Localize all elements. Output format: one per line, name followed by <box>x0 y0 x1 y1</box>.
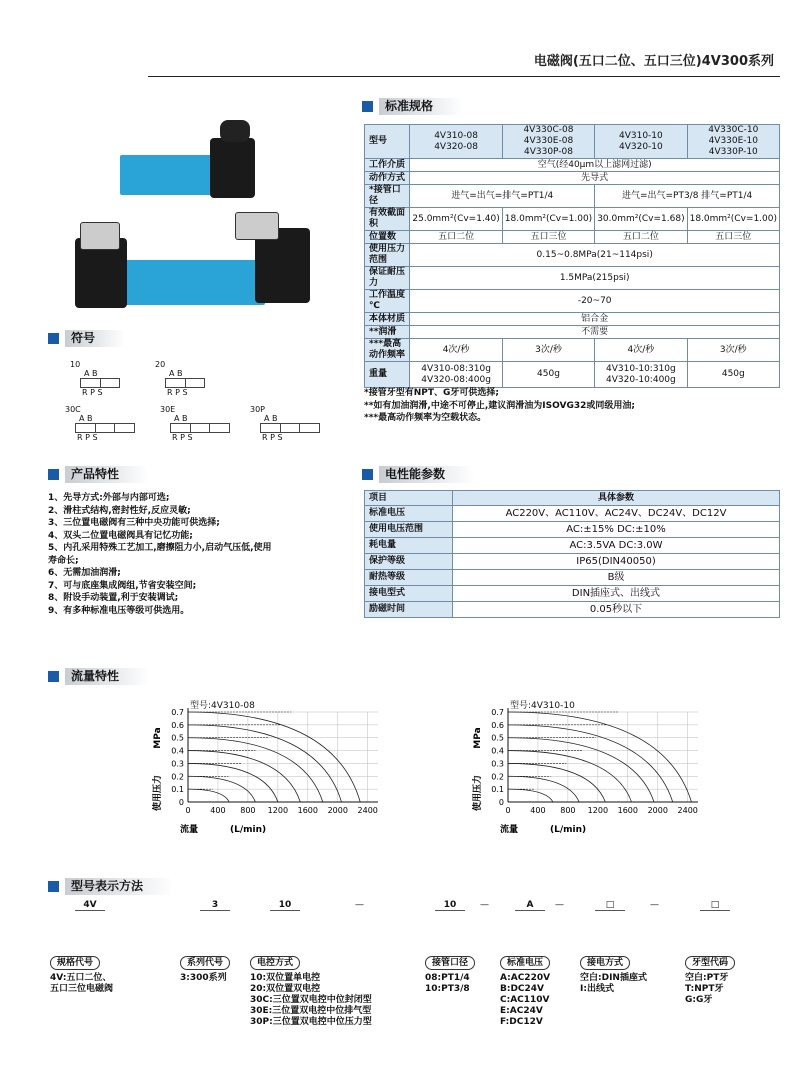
row-label: 动作方式 <box>365 172 410 185</box>
spec-table <box>364 124 780 388</box>
valve-symbol <box>70 360 120 397</box>
model-group <box>180 950 230 984</box>
model-option: 4V:五口二位、 <box>50 973 112 983</box>
y-unit: MPa <box>153 727 163 749</box>
x-tick-label: 0 <box>505 806 511 815</box>
y-tick-label: 0.3 <box>171 759 184 769</box>
table-row <box>365 208 780 231</box>
row-label: 本体材质 <box>365 313 410 326</box>
model-option: B:DC24V <box>500 984 545 994</box>
model-header: 4V310-10 4V320-10 <box>595 125 687 159</box>
row-value: AC:±15% DC:±10% <box>453 522 780 538</box>
x-tick-label: 2000 <box>327 806 348 815</box>
x-tick-label: 1600 <box>297 806 318 815</box>
model-code: A <box>515 900 545 918</box>
row-value: AC220V、AC110V、AC24V、DC24V、DC12V <box>453 506 780 522</box>
symbol-label: 10 <box>70 360 81 369</box>
flow-chart-svg <box>150 698 380 843</box>
x-tick-label: 800 <box>240 806 256 815</box>
valve-symbol <box>160 405 230 442</box>
table-row <box>365 506 780 522</box>
model-option: 空白:DIN插座式 <box>580 973 647 983</box>
x-tick-label: 2400 <box>357 806 378 815</box>
model-dash: — <box>650 900 659 910</box>
x-tick-label: 2400 <box>677 806 698 815</box>
note: ***最高动作频率为空载状态。 <box>364 413 487 423</box>
row-label: 标准电压 <box>365 506 453 522</box>
y-tick-label: 0.1 <box>491 785 504 795</box>
row-label: 使用电压范围 <box>365 522 453 538</box>
x-tick-label: 2000 <box>647 806 668 815</box>
flow-chart-10 <box>470 698 700 843</box>
section-flow: 流量特性 <box>48 668 149 685</box>
table-row <box>365 586 780 602</box>
row-value: 450g <box>687 362 779 388</box>
row-value: AC:3.5VA DC:3.0W <box>453 538 780 554</box>
model-code: 10 <box>270 900 300 918</box>
section-symbol: 符号 <box>48 330 125 347</box>
model-header: 4V330C-10 4V330E-10 4V330P-10 <box>687 125 779 159</box>
chart-title: 型号:4V310-10 <box>510 701 575 711</box>
symbol-ports-top: A B <box>79 414 93 423</box>
y-tick-label: 0.2 <box>171 772 184 782</box>
row-label: 保证耐压力 <box>365 267 410 290</box>
section-features: 产品特性 <box>48 466 149 483</box>
symbol-ports-top: A B <box>264 414 278 423</box>
model-option: A:AC220V <box>500 973 551 983</box>
feature-item: 7、可与底座集成阀组,节省安装空间; <box>48 580 197 591</box>
pressure-curve <box>188 738 323 802</box>
row-label: 工作介质 <box>365 159 410 172</box>
model-code: 3 <box>200 900 230 918</box>
feature-item: 1、先导方式:外部与内部可选; <box>48 493 170 503</box>
symbol-ports-top: A B <box>174 414 188 423</box>
x-label: 流量 <box>180 825 199 835</box>
row-value: 4次/秒 <box>595 339 687 362</box>
y-label: 使用压力 <box>153 774 163 812</box>
row-label: 保护等级 <box>365 554 453 570</box>
y-tick-label: 0.2 <box>491 772 504 782</box>
row-label: 耐热等级 <box>365 570 453 586</box>
model-code: 10 <box>435 900 465 918</box>
model-option: 空白:PT牙 <box>685 973 729 983</box>
model-option: 08:PT1/4 <box>425 973 470 983</box>
feature-item: 3、三位置电磁阀有三种中央功能可供选择; <box>48 518 220 528</box>
model-group <box>250 950 372 1028</box>
row-value: 1.5MPa(215psi) <box>410 267 780 290</box>
row-value: 进气=出气=PT3/8 排气=PT1/4 <box>595 185 780 208</box>
flow-chart-svg <box>470 698 700 843</box>
y-tick-label: 0.5 <box>171 733 184 743</box>
x-unit: (L/min) <box>230 825 267 835</box>
product-photo <box>75 110 315 320</box>
table-row <box>365 290 780 313</box>
pressure-curve <box>508 738 654 802</box>
table-row <box>365 244 780 267</box>
model-option: 10:双位置单电控 <box>250 973 321 983</box>
table-row <box>365 267 780 290</box>
electrical-table <box>364 490 780 618</box>
row-label: 位置数 <box>365 231 410 244</box>
row-value: 铝合金 <box>410 313 780 326</box>
header-param: 具体参数 <box>453 491 780 506</box>
table-row <box>365 538 780 554</box>
spec-notes <box>364 387 635 425</box>
row-value: B级 <box>453 570 780 586</box>
symbol-ports-top: A B <box>169 369 183 378</box>
valve-symbol <box>65 405 135 442</box>
feature-item: 5、内孔采用特殊工艺加工,磨擦阻力小,启动气压低,使用 <box>48 543 272 553</box>
model-group <box>50 950 113 995</box>
y-tick-label: 0.1 <box>171 785 184 795</box>
y-tick-label: 0 <box>498 798 504 807</box>
table-row <box>365 570 780 586</box>
row-value: 不需要 <box>410 326 780 339</box>
table-row <box>365 231 780 244</box>
row-value: 五口三位 <box>687 231 779 244</box>
row-label: 工作温度 ℃ <box>365 290 410 313</box>
row-value: 18.0mm²(Cv=1.00) <box>687 208 779 231</box>
section-model: 型号表示方法 <box>48 878 173 895</box>
x-tick-label: 800 <box>560 806 576 815</box>
model-designation <box>40 898 790 1048</box>
model-group-name: 接管口径 <box>425 956 475 970</box>
feature-item: 9、有多种标准电压等级可供选用。 <box>48 605 190 616</box>
model-header: 4V330C-08 4V330E-08 4V330P-08 <box>502 125 594 159</box>
model-option: T:NPT牙 <box>685 984 724 994</box>
symbol-ports-bottom: R P S <box>167 388 188 397</box>
model-group-name: 系列代号 <box>180 956 230 970</box>
table-row <box>365 172 780 185</box>
row-value: 450g <box>502 362 594 388</box>
table-row <box>365 602 780 618</box>
row-value: -20~70 <box>410 290 780 313</box>
y-tick-label: 0.6 <box>491 720 504 730</box>
model-code: □ <box>700 900 730 918</box>
note: **如有加油润滑,中途不可停止,建议润滑油为ISOVG32或同级用油; <box>364 400 635 411</box>
model-option: 20:双位置双电控 <box>250 984 321 994</box>
x-label: 流量 <box>500 825 519 835</box>
row-value: 4V310-10:310g 4V320-10:400g <box>595 362 687 388</box>
model-group <box>580 950 647 995</box>
row-value: 五口二位 <box>410 231 502 244</box>
y-label: 使用压力 <box>473 774 483 812</box>
symbol-label: 30E <box>160 405 176 414</box>
symbol-ports-bottom: R P S <box>262 433 283 442</box>
model-option: C:AC110V <box>500 995 550 1005</box>
y-tick-label: 0 <box>178 798 184 807</box>
x-tick-label: 1600 <box>617 806 638 815</box>
row-value: 30.0mm²(Cv=1.68) <box>595 208 687 231</box>
row-label: **润滑 <box>365 326 410 339</box>
row-value: 进气=出气=排气=PT1/4 <box>410 185 595 208</box>
row-value: 先导式 <box>410 172 780 185</box>
model-group-name: 接电方式 <box>580 956 630 970</box>
row-value: 0.05秒以下 <box>453 602 780 618</box>
page-title: 电磁阀(五口二位、五口三位)4V300系列 <box>533 54 774 69</box>
valve-symbol <box>155 360 205 397</box>
model-group <box>685 950 735 1006</box>
y-tick-label: 0.3 <box>491 759 504 769</box>
symbol-ports-bottom: R P S <box>172 433 193 442</box>
section-electrical: 电性能参数 <box>362 466 475 483</box>
feature-item: 6、无需加油润滑; <box>48 568 121 578</box>
model-group <box>425 950 475 995</box>
row-value: 4次/秒 <box>410 339 502 362</box>
model-option: I:出线式 <box>580 984 614 994</box>
header-item: 项目 <box>365 491 453 506</box>
symbol-ports-bottom: R P S <box>82 388 103 397</box>
model-option: G:G牙 <box>685 995 713 1005</box>
feature-item: 寿命长; <box>48 555 79 566</box>
section-spec: 标准规格 <box>362 98 463 115</box>
model-dash: — <box>555 900 564 910</box>
row-value: IP65(DIN40050) <box>453 554 780 570</box>
row-label: *接管口径 <box>365 185 410 208</box>
model-group-name: 规格代号 <box>50 956 100 970</box>
row-value: 4V310-08:310g 4V320-08:400g <box>410 362 502 388</box>
row-label: 励磁时间 <box>365 602 453 618</box>
row-value: 3次/秒 <box>502 339 594 362</box>
model-code: □ <box>595 900 625 918</box>
row-label: 耗电量 <box>365 538 453 554</box>
x-tick-label: 400 <box>530 806 546 815</box>
model-option: 30C:三位置双电控中位封闭型 <box>250 995 372 1005</box>
y-tick-label: 0.5 <box>491 733 504 743</box>
table-row <box>365 339 780 362</box>
x-unit: (L/min) <box>550 825 587 835</box>
row-value: 3次/秒 <box>687 339 779 362</box>
symbols-area <box>60 360 340 440</box>
x-tick-label: 1200 <box>587 806 609 815</box>
model-option: 10:PT3/8 <box>425 984 470 994</box>
row-value: 五口三位 <box>502 231 594 244</box>
y-tick-label: 0.6 <box>171 720 184 730</box>
feature-item: 4、双头二位置电磁阀具有记忆功能; <box>48 530 193 541</box>
symbol-label: 20 <box>155 360 166 369</box>
model-option: 30E:三位置双电控中位排气型 <box>250 1006 372 1016</box>
table-row <box>365 522 780 538</box>
row-label: 使用压力范围 <box>365 244 410 267</box>
model-dash: — <box>355 900 364 910</box>
feature-item: 2、滑柱式结构,密封性好,反应灵敏; <box>48 505 191 516</box>
row-value: 18.0mm²(Cv=1.00) <box>502 208 594 231</box>
symbol-ports-bottom: R P S <box>77 433 98 442</box>
row-value: 25.0mm²(Cv=1.40) <box>410 208 502 231</box>
model-code: 4V <box>75 900 105 918</box>
row-label: ***最高动作频率 <box>365 339 410 362</box>
table-row <box>365 554 780 570</box>
model-option: 3:300系列 <box>180 973 227 983</box>
y-tick-label: 0.4 <box>491 746 504 756</box>
table-row <box>365 362 780 388</box>
valve-symbol <box>250 405 320 442</box>
table-row <box>365 159 780 172</box>
row-value: DIN插座式、出线式 <box>453 586 780 602</box>
model-dash: — <box>480 900 489 910</box>
y-tick-label: 0.7 <box>171 708 184 717</box>
symbol-label: 30C <box>65 405 81 414</box>
table-row <box>365 326 780 339</box>
x-tick-label: 400 <box>210 806 226 815</box>
y-tick-label: 0.4 <box>171 746 184 756</box>
model-group-name: 电控方式 <box>250 956 300 970</box>
chart-title: 型号:4V310-08 <box>190 701 255 711</box>
pressure-curve <box>508 789 553 802</box>
symbol-ports-top: A B <box>84 369 98 378</box>
model-group-name: 标准电压 <box>500 956 550 970</box>
row-value: 0.15~0.8MPa(21~114psi) <box>410 244 780 267</box>
pressure-curve <box>188 789 229 802</box>
x-tick-label: 1200 <box>267 806 289 815</box>
row-value: 五口二位 <box>595 231 687 244</box>
title-rule <box>148 76 780 77</box>
model-option: 30P:三位置双电控中位压力型 <box>250 1017 372 1027</box>
row-value: 空气(经40μm以上滤网过滤) <box>410 159 780 172</box>
model-label: 型号 <box>365 125 410 159</box>
row-label: 接电型式 <box>365 586 453 602</box>
model-option: F:DC12V <box>500 1017 543 1027</box>
table-row <box>365 185 780 208</box>
x-tick-label: 0 <box>185 806 191 815</box>
model-group <box>500 950 550 1028</box>
feature-list <box>48 492 348 617</box>
flow-chart-08 <box>150 698 380 843</box>
table-row <box>365 313 780 326</box>
y-unit: MPa <box>473 727 483 749</box>
model-group-name: 牙型代码 <box>685 956 735 970</box>
model-header: 4V310-08 4V320-08 <box>410 125 502 159</box>
feature-item: 8、附设手动装置,利于安装调试; <box>48 593 179 603</box>
note: *接管牙型有NPT、G牙可供选择; <box>364 388 499 398</box>
symbol-label: 30P <box>250 405 266 414</box>
row-label: 重量 <box>365 362 410 388</box>
model-option: 五口三位电磁阀 <box>50 984 114 994</box>
y-tick-label: 0.7 <box>491 708 504 717</box>
row-label: 有效截面积 <box>365 208 410 231</box>
model-option: E:AC24V <box>500 1006 543 1016</box>
